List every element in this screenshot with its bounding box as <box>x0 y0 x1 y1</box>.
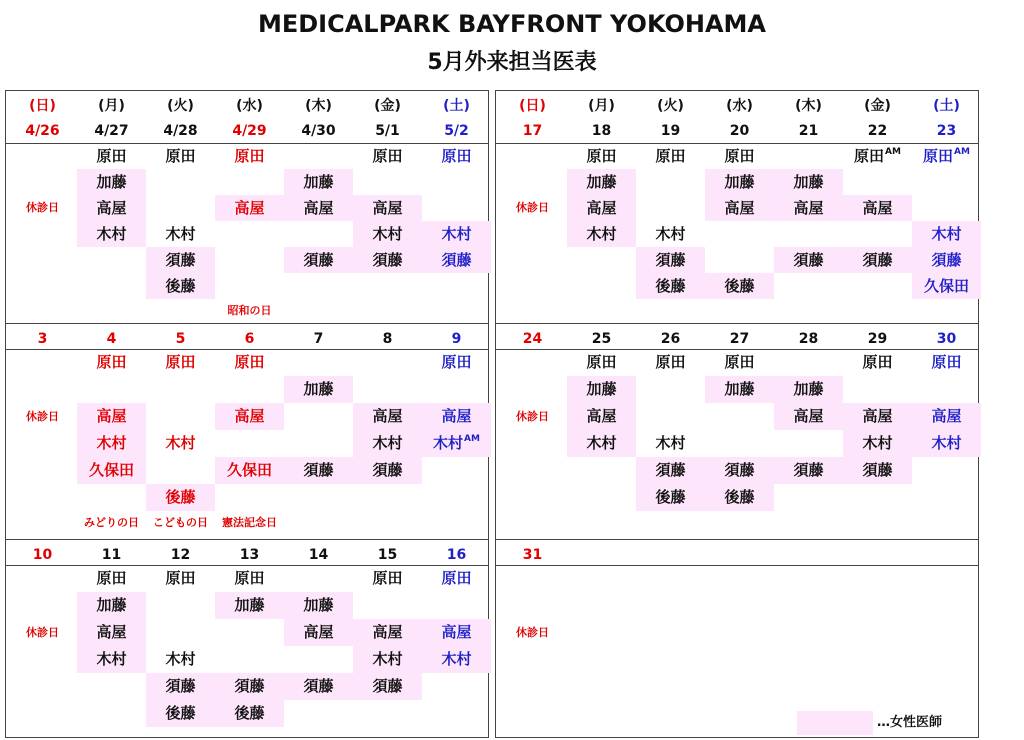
doctor-name: 後藤 <box>234 704 265 722</box>
doctor-cell <box>146 565 215 592</box>
closed-day-label: 休診日 <box>516 625 549 639</box>
doctor-cell <box>912 349 981 376</box>
doctor-cell <box>77 143 146 169</box>
week-divider <box>496 323 978 324</box>
doctor-name: 須藤 <box>234 677 265 695</box>
closed-day-label: 休診日 <box>26 409 59 423</box>
doctor-cell <box>567 376 636 403</box>
doctor-cell <box>353 565 422 592</box>
doctor-name: 木村 <box>862 434 893 452</box>
doctor-cell <box>353 673 422 700</box>
holiday-name: こどもの日 <box>153 516 208 529</box>
doctor-cell <box>422 646 491 673</box>
date-cell: 24 <box>522 331 543 347</box>
doctor-name: 後藤 <box>165 277 196 295</box>
doctor-name: 原田 <box>586 353 617 371</box>
doctor-cell <box>774 169 843 195</box>
weekday-header: (水) <box>726 98 753 114</box>
calendar-panel-left <box>5 90 489 738</box>
doctor-name: 木村 <box>655 225 686 243</box>
doctor-name: 須藤 <box>372 461 403 479</box>
doctor-cell <box>843 143 912 169</box>
doctor-cell <box>422 403 491 430</box>
week-divider <box>496 539 978 540</box>
doctor-cell <box>774 195 843 221</box>
date-row-divider <box>496 565 978 566</box>
doctor-cell <box>215 457 284 484</box>
doctor-name: 木村 <box>165 225 196 243</box>
doctor-cell <box>77 565 146 592</box>
doctor-cell <box>636 221 705 247</box>
doctor-cell <box>353 247 422 273</box>
doctor-name: 高屋 <box>303 623 334 641</box>
doctor-cell <box>843 457 912 484</box>
doctor-name: 須藤 <box>931 251 962 269</box>
doctor-name: 高屋 <box>441 623 472 641</box>
am-only-badge: AM <box>464 434 480 444</box>
doctor-name: 高屋 <box>724 199 755 217</box>
doctor-name: 原田 <box>931 353 962 371</box>
date-cell: 23 <box>936 123 957 139</box>
doctor-cell <box>284 376 353 403</box>
doctor-name: 木村 <box>372 650 403 668</box>
doctor-cell <box>353 457 422 484</box>
doctor-name: 須藤 <box>655 461 686 479</box>
doctor-name: 原田 <box>96 353 127 371</box>
legend-text: …女性医師 <box>877 715 943 730</box>
doctor-name: 須藤 <box>372 677 403 695</box>
doctor-cell <box>567 349 636 376</box>
calendar-panel-right <box>495 90 979 738</box>
date-cell: 14 <box>308 547 329 563</box>
doctor-cell <box>636 430 705 457</box>
doctor-name: 木村 <box>165 434 196 452</box>
doctor-cell <box>146 349 215 376</box>
doctor-name: 後藤 <box>724 488 755 506</box>
doctor-name: 高屋 <box>931 407 962 425</box>
doctor-name: 高屋 <box>586 199 617 217</box>
doctor-cell <box>77 430 146 457</box>
doctor-cell <box>567 195 636 221</box>
holiday-name: 憲法記念日 <box>222 516 277 529</box>
doctor-name: 高屋 <box>372 407 403 425</box>
doctor-cell <box>422 221 491 247</box>
date-cell: 6 <box>244 331 255 347</box>
weekday-header: (月) <box>588 98 615 114</box>
date-cell: 8 <box>382 331 393 347</box>
doctor-cell <box>636 273 705 299</box>
doctor-name: 原田 <box>724 147 755 165</box>
doctor-cell <box>77 221 146 247</box>
doctor-cell <box>77 646 146 673</box>
weekday-header: (木) <box>795 98 822 114</box>
doctor-cell <box>215 592 284 619</box>
doctor-name: 木村 <box>931 225 962 243</box>
doctor-cell <box>215 195 284 221</box>
doctor-cell <box>636 247 705 273</box>
date-cell: 4/27 <box>94 123 129 139</box>
weekday-header: (日) <box>519 98 546 114</box>
doctor-cell <box>422 247 491 273</box>
doctor-name: 後藤 <box>655 488 686 506</box>
holiday-name: 昭和の日 <box>227 304 272 317</box>
doctor-cell <box>422 349 491 376</box>
doctor-cell <box>353 403 422 430</box>
date-cell: 31 <box>522 547 543 563</box>
doctor-name: 原田 <box>372 147 403 165</box>
doctor-cell <box>353 195 422 221</box>
doctor-name: 原田 <box>862 353 893 371</box>
doctor-name: 高屋 <box>441 407 472 425</box>
doctor-cell <box>912 221 981 247</box>
date-cell: 9 <box>451 331 462 347</box>
doctor-cell <box>705 169 774 195</box>
date-cell: 26 <box>660 331 681 347</box>
doctor-name: 久保田 <box>923 277 969 295</box>
doctor-cell <box>146 484 215 511</box>
doctor-cell <box>774 247 843 273</box>
doctor-name: 加藤 <box>586 380 617 398</box>
doctor-cell <box>843 195 912 221</box>
doctor-cell <box>567 143 636 169</box>
doctor-name: 須藤 <box>862 461 893 479</box>
date-cell: 29 <box>867 331 888 347</box>
closed-day-label: 休診日 <box>516 201 549 214</box>
doctor-name: 加藤 <box>793 173 824 191</box>
doctor-name: 加藤 <box>96 173 127 191</box>
doctor-cell <box>353 143 422 169</box>
date-cell: 22 <box>867 123 888 139</box>
closed-day-label: 休診日 <box>26 201 59 214</box>
doctor-cell <box>215 403 284 430</box>
doctor-cell <box>774 376 843 403</box>
doctor-name: 木村 <box>372 434 403 452</box>
doctor-cell <box>284 247 353 273</box>
doctor-cell <box>912 403 981 430</box>
weekday-header: (金) <box>374 98 401 114</box>
doctor-cell <box>215 700 284 727</box>
doctor-cell <box>843 247 912 273</box>
doctor-name: 原田 <box>165 147 196 165</box>
doctor-name: 須藤 <box>793 251 824 269</box>
doctor-cell <box>284 619 353 646</box>
doctor-name: 原田 <box>441 353 472 371</box>
date-cell: 11 <box>101 547 122 563</box>
doctor-name: 須藤 <box>862 251 893 269</box>
doctor-cell <box>146 430 215 457</box>
doctor-cell <box>912 273 981 299</box>
date-cell: 16 <box>446 547 467 563</box>
doctor-name: 木村 <box>165 650 196 668</box>
date-cell: 27 <box>729 331 750 347</box>
weekday-header: (木) <box>305 98 332 114</box>
doctor-cell <box>284 673 353 700</box>
weekday-header: (水) <box>236 98 263 114</box>
doctor-name: 木村 <box>96 225 127 243</box>
doctor-name: 加藤 <box>234 596 265 614</box>
doctor-cell <box>146 273 215 299</box>
doctor-name: 木村 <box>372 225 403 243</box>
doctor-name: 高屋 <box>234 407 265 425</box>
doctor-name: 原田 <box>96 569 127 587</box>
doctor-name: 高屋 <box>862 199 893 217</box>
closed-day-label: 休診日 <box>516 409 549 423</box>
doctor-cell <box>912 247 981 273</box>
doctor-cell <box>77 403 146 430</box>
doctor-name: 須藤 <box>793 461 824 479</box>
doctor-name: 木村 <box>441 650 472 668</box>
doctor-name: 原田 <box>923 147 954 165</box>
date-cell: 4 <box>106 331 117 347</box>
date-cell: 28 <box>798 331 819 347</box>
doctor-name: 後藤 <box>655 277 686 295</box>
date-cell: 12 <box>170 547 191 563</box>
doctor-cell <box>77 169 146 195</box>
date-cell: 17 <box>522 123 543 139</box>
doctor-cell <box>284 169 353 195</box>
doctor-name: 原田 <box>586 147 617 165</box>
doctor-name: 原田 <box>655 147 686 165</box>
date-cell: 25 <box>591 331 612 347</box>
doctor-cell <box>422 619 491 646</box>
doctor-name: 原田 <box>441 147 472 165</box>
doctor-name: 原田 <box>372 569 403 587</box>
date-cell: 13 <box>239 547 260 563</box>
date-cell: 19 <box>660 123 681 139</box>
doctor-cell <box>422 430 491 457</box>
weekday-header: (金) <box>864 98 891 114</box>
doctor-name: 須藤 <box>441 251 472 269</box>
legend-female-swatch <box>797 711 873 735</box>
doctor-name: 加藤 <box>724 380 755 398</box>
doctor-name: 加藤 <box>303 596 334 614</box>
doctor-name: 原田 <box>655 353 686 371</box>
date-cell: 10 <box>32 547 53 563</box>
doctor-name: 木村 <box>586 225 617 243</box>
doctor-name: 原田 <box>441 569 472 587</box>
doctor-cell <box>705 484 774 511</box>
doctor-name: 後藤 <box>165 488 196 506</box>
doctor-cell <box>215 565 284 592</box>
doctor-cell <box>705 143 774 169</box>
doctor-cell <box>353 221 422 247</box>
doctor-name: 後藤 <box>724 277 755 295</box>
date-cell: 21 <box>798 123 819 139</box>
weekday-header: (土) <box>443 98 470 114</box>
doctor-name: 高屋 <box>586 407 617 425</box>
doctor-name: 原田 <box>234 353 265 371</box>
weekday-header: (土) <box>933 98 960 114</box>
doctor-name: 原田 <box>854 147 885 165</box>
week-divider <box>6 539 488 540</box>
doctor-cell <box>774 457 843 484</box>
date-cell: 3 <box>37 331 48 347</box>
doctor-cell <box>567 221 636 247</box>
doctor-cell <box>146 646 215 673</box>
doctor-name: 高屋 <box>372 623 403 641</box>
closed-day-label: 休診日 <box>26 625 59 639</box>
am-only-badge: AM <box>885 147 901 157</box>
doctor-name: 須藤 <box>165 251 196 269</box>
doctor-cell <box>774 403 843 430</box>
doctor-cell <box>284 457 353 484</box>
weekday-header: (火) <box>657 98 684 114</box>
weekday-header: (火) <box>167 98 194 114</box>
doctor-cell <box>77 457 146 484</box>
doctor-cell <box>215 673 284 700</box>
doctor-name: 須藤 <box>165 677 196 695</box>
doctor-name: 木村 <box>96 650 127 668</box>
doctor-cell <box>146 221 215 247</box>
doctor-cell <box>705 273 774 299</box>
doctor-cell <box>636 143 705 169</box>
holiday-name: みどりの日 <box>84 516 139 529</box>
doctor-cell <box>567 403 636 430</box>
date-cell: 4/30 <box>301 123 336 139</box>
doctor-name: 高屋 <box>96 623 127 641</box>
doctor-name: 原田 <box>165 569 196 587</box>
doctor-cell <box>636 484 705 511</box>
doctor-cell <box>284 592 353 619</box>
doctor-cell <box>912 430 981 457</box>
doctor-cell <box>215 143 284 169</box>
weekday-header: (日) <box>29 98 56 114</box>
doctor-name: 原田 <box>96 147 127 165</box>
doctor-name: 須藤 <box>303 461 334 479</box>
doctor-name: 加藤 <box>793 380 824 398</box>
doctor-cell <box>146 700 215 727</box>
doctor-name: 須藤 <box>372 251 403 269</box>
doctor-name: 久保田 <box>88 461 134 479</box>
doctor-name: 久保田 <box>226 461 272 479</box>
doctor-cell <box>422 143 491 169</box>
doctor-cell <box>843 349 912 376</box>
doctor-cell <box>912 143 981 169</box>
doctor-name: 木村 <box>586 434 617 452</box>
doctor-name: 加藤 <box>96 596 127 614</box>
doctor-name: 高屋 <box>793 199 824 217</box>
date-cell: 7 <box>313 331 324 347</box>
doctor-cell <box>567 169 636 195</box>
doctor-cell <box>567 430 636 457</box>
doctor-name: 加藤 <box>303 380 334 398</box>
doctor-cell <box>215 349 284 376</box>
doctor-name: 木村 <box>96 434 127 452</box>
doctor-cell <box>77 592 146 619</box>
doctor-name: 原田 <box>234 147 265 165</box>
doctor-cell <box>705 457 774 484</box>
am-only-badge: AM <box>954 147 970 157</box>
doctor-name: 木村 <box>931 434 962 452</box>
doctor-cell <box>146 673 215 700</box>
doctor-name: 高屋 <box>862 407 893 425</box>
doctor-name: 高屋 <box>372 199 403 217</box>
date-cell: 5/1 <box>375 123 400 139</box>
doctor-cell <box>77 349 146 376</box>
doctor-name: 原田 <box>234 569 265 587</box>
doctor-name: 高屋 <box>96 407 127 425</box>
doctor-name: 須藤 <box>655 251 686 269</box>
date-cell: 5 <box>175 331 186 347</box>
doctor-name: 須藤 <box>303 251 334 269</box>
doctor-name: 加藤 <box>586 173 617 191</box>
doctor-cell <box>77 195 146 221</box>
doctor-cell <box>705 195 774 221</box>
doctor-name: 須藤 <box>303 677 334 695</box>
doctor-cell <box>705 349 774 376</box>
weekday-header: (月) <box>98 98 125 114</box>
doctor-name: 高屋 <box>303 199 334 217</box>
doctor-name: 後藤 <box>165 704 196 722</box>
doctor-cell <box>77 619 146 646</box>
doctor-cell <box>636 349 705 376</box>
doctor-cell <box>146 247 215 273</box>
week-divider <box>6 323 488 324</box>
page-subtitle: 5月外来担当医表 <box>427 50 597 75</box>
date-cell: 18 <box>591 123 612 139</box>
date-cell: 4/28 <box>163 123 198 139</box>
doctor-cell <box>353 646 422 673</box>
page-title: MEDICALPARK BAYFRONT YOKOHAMA <box>257 10 766 38</box>
date-cell: 30 <box>936 331 957 347</box>
doctor-name: 高屋 <box>793 407 824 425</box>
date-cell: 4/29 <box>232 123 267 139</box>
doctor-name: 高屋 <box>234 199 265 217</box>
doctor-name: 原田 <box>724 353 755 371</box>
doctor-name: 高屋 <box>96 199 127 217</box>
date-cell: 15 <box>377 547 398 563</box>
doctor-cell <box>843 430 912 457</box>
doctor-cell <box>422 565 491 592</box>
doctor-cell <box>353 619 422 646</box>
doctor-name: 加藤 <box>303 173 334 191</box>
doctor-cell <box>843 403 912 430</box>
doctor-name: 木村 <box>655 434 686 452</box>
doctor-name: 原田 <box>165 353 196 371</box>
date-cell: 20 <box>729 123 750 139</box>
doctor-name: 木村 <box>433 434 464 452</box>
doctor-cell <box>705 376 774 403</box>
doctor-cell <box>146 143 215 169</box>
doctor-name: 須藤 <box>724 461 755 479</box>
doctor-cell <box>353 430 422 457</box>
date-cell: 4/26 <box>25 123 60 139</box>
doctor-cell <box>284 195 353 221</box>
doctor-name: 加藤 <box>724 173 755 191</box>
doctor-name: 木村 <box>441 225 472 243</box>
date-cell: 5/2 <box>444 123 469 139</box>
doctor-cell <box>636 457 705 484</box>
